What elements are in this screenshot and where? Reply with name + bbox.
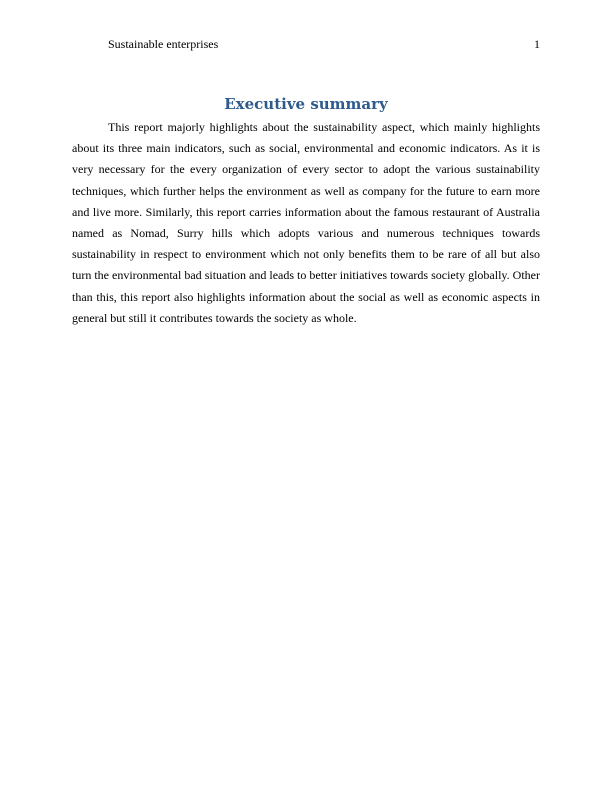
section-heading: Executive summary (224, 95, 388, 113)
summary-paragraph: This report majorly highlights about the sustainability aspect, which mainly highlights about its three main indicators, such as social, environmental and economic indicators. As it is very necessary for the every organization of every sector to adopt the various sustainability techniques, which further helps the environment as well as company for the future to earn more and live more. Similarly, this report carries information about the famous restaurant of Australia named as Nomad, Surry hills which adopts various and numerous techniques towards sustainability in respect to environment which not only benefits them to be rare of all but also turn the environmental bad situation and leads to better initiatives towards society globally. Other than this, this report also highlights information about the social as well as economic aspects in general but still it contributes towards the society as whole. (72, 120, 540, 325)
running-head-title: Sustainable enterprises (108, 37, 219, 51)
page-number: 1 (534, 37, 540, 51)
